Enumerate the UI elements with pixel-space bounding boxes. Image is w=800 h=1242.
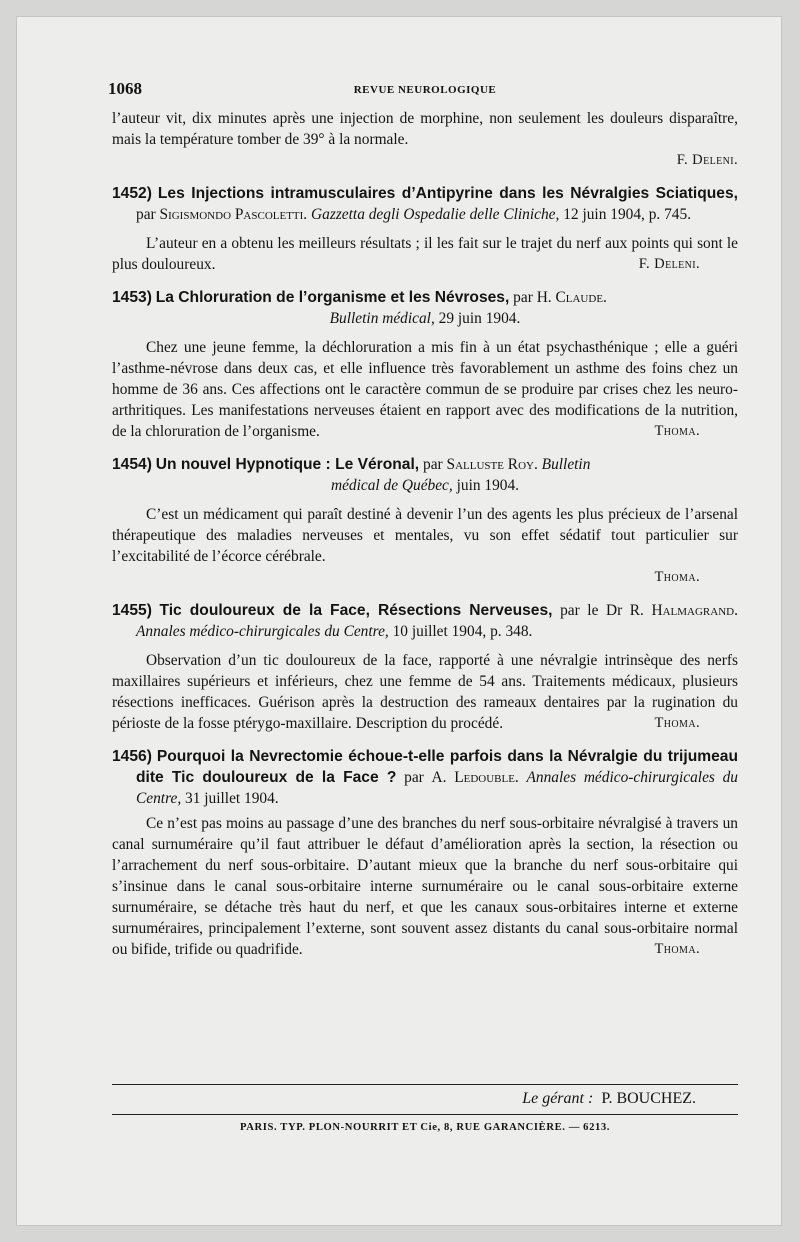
page-content [108, 78, 739, 960]
continuation-signature: F. Deleni. [676, 152, 738, 168]
entry-number: 1456) [112, 748, 152, 765]
gerant-name: P. BOUCHEZ. [601, 1090, 696, 1107]
entry-par: par le Dr [560, 602, 623, 619]
entry-body [112, 337, 738, 442]
entry-number: 1453) [112, 289, 152, 306]
page-number: 1068 [108, 79, 142, 98]
entry-date: 10 juillet 1904, p. 348. [392, 623, 533, 640]
printer-imprint: PARIS. TYP. PLON-NOURRIT ET Cie, 8, RUE GARANCIÈRE. — 6213. [239, 1122, 611, 1133]
entry-par: par [404, 769, 424, 786]
entry-par: par [136, 206, 156, 223]
entry-body-text: Ce n’est pas moins au passage d’une des branches du nerf sous-orbitaire névralgisé à travers un canal surnuméraire qu’il faut attribuer le défaut d’amélioration après la section, la résection ou l’arrachement du nerf sous-orbitaire. D’autant mieux que la branche du nerf sous-orbitaire qui s’insinue dans le canal sous-orbitaire interne surnuméraire ou le canal sous-orbitaire externe surnuméraire, se détache très haut du nerf, et que les canaux sous-orbitaires interne et externe surnuméraires, principalement l’externe, sont souvent assez distants du canal sous-orbitaire normal ou bifide, trifide ou quadrifide. [112, 815, 738, 958]
entry-body [112, 233, 738, 275]
entry-body-text: Observation d’un tic douloureux de la face, rapporté à une névralgie intrinsèque des nerfs maxillaires supérieurs et inférieurs, chez une femme de 54 ans. Traitements médicaux, plusieurs résections inefficaces. Guérison après la destruction des rameaux dentaires par la rugination du périoste de la fosse ptérygo-maxillaire. Description du procédé. [112, 652, 738, 732]
entry-source-cont: médical de Québec, [330, 477, 453, 494]
entry-heading [112, 183, 738, 225]
entry-source: Annales médico-chirurgicales du Centre, [136, 769, 739, 807]
journal-page [16, 16, 782, 1226]
entry-date: juin 1904. [456, 477, 520, 494]
gerant-line [112, 1085, 738, 1114]
entry-signature: F. Deleni. [638, 256, 700, 272]
entry-signature: Thoma. [654, 423, 700, 439]
entry-number: 1455) [112, 602, 152, 619]
entry-author: A. Ledouble. [431, 769, 519, 786]
entry-number: 1454) [112, 456, 152, 473]
entry-title: Pourquoi la Nevrectomie échoue-t-elle parfois dans la Névralgie du trijumeau dite Tic douloureux de la Face ? [136, 748, 738, 786]
entry-heading [112, 600, 738, 642]
entry-body [112, 813, 738, 960]
entry-author: H. Claude. [536, 289, 607, 306]
abstract-1455 [112, 600, 738, 734]
footer-rule-bottom [112, 1114, 738, 1115]
entry-heading [112, 287, 738, 308]
gerant-label: Le gérant : [522, 1090, 594, 1107]
entry-source: Bulletin [541, 456, 591, 473]
entry-title: Un nouvel Hypnotique : Le Véronal, [155, 456, 420, 473]
entry-body-text: L’auteur en a obtenu les meilleurs résultats ; il les fait sur le trajet du nerf aux points qui sont le plus douloureux. [112, 235, 738, 273]
entry-date: 12 juin 1904, p. 745. [563, 206, 692, 223]
entry-body: C’est un médicament qui paraît destiné à devenir l’un des agents les plus précieux de l’arsenal thérapeutique des maladies nerveuses et mentales, vu son effet sédatif tout particulier sur l’excitabilité de l’écorce cérébrale. [112, 506, 738, 565]
entry-number: 1452) [112, 185, 152, 202]
entry-signature: Thoma. [654, 715, 700, 731]
entry-heading [112, 746, 738, 809]
entry-author: Sigismondo Pascoletti. [159, 206, 308, 223]
abstract-1456 [112, 746, 738, 960]
abstract-1452 [112, 183, 738, 275]
entry-date: 31 juillet 1904. [185, 790, 279, 807]
entry-title: La Chloruration de l’organisme et les Névroses, [155, 289, 510, 306]
entry-title: Tic douloureux de la Face, Résections Nerveuses, [159, 602, 553, 619]
entry-heading [112, 454, 738, 475]
entry-source-line [112, 475, 738, 496]
abstract-1454 [112, 454, 738, 588]
entry-author: R. Halmagrand. [629, 602, 738, 619]
running-head [108, 78, 738, 104]
abstract-1453 [112, 287, 738, 442]
entry-source: Gazzetta degli Ospedalie delle Cliniche, [311, 206, 560, 223]
entry-signature: Thoma. [654, 569, 700, 585]
entry-date: 29 juin 1904. [438, 310, 521, 327]
journal-name: REVUE NEUROLOGIQUE [353, 84, 497, 96]
entry-signature: Thoma. [654, 941, 700, 957]
entry-title: Les Injections intramusculaires d’Antipyrine dans les Névralgies Sciatiques, [157, 185, 738, 202]
continuation-text: l’auteur vit, dix minutes après une injection de morphine, non seulement les douleurs disparaître, mais la température tomber de 39° à la normale. [112, 110, 738, 148]
entry-source-line [112, 308, 738, 329]
entry-par: par [513, 289, 533, 306]
entry-author: Salluste Roy. [446, 456, 538, 473]
entry-body [112, 650, 738, 734]
entry-par: par [423, 456, 443, 473]
entry-source: Annales médico-chirurgicales du Centre, [136, 623, 389, 640]
entry-source: Bulletin médical, [329, 310, 435, 327]
page-footer [112, 1084, 738, 1133]
entry-body-text: Chez une jeune femme, la déchloruration a mis fin à un état psychasthénique ; elle a guéri l’asthme-névrose dans deux cas, et elle influence très favorablement un asthme des foins chez un homme de 36 ans. Ces affections ont le caractère commun de se produire par crises chez les neuro-arthritiques. Les manifestations nerveuses étaient en rapport avec des modifications de la nutrition, de la chloruration de l’organisme. [112, 339, 738, 440]
